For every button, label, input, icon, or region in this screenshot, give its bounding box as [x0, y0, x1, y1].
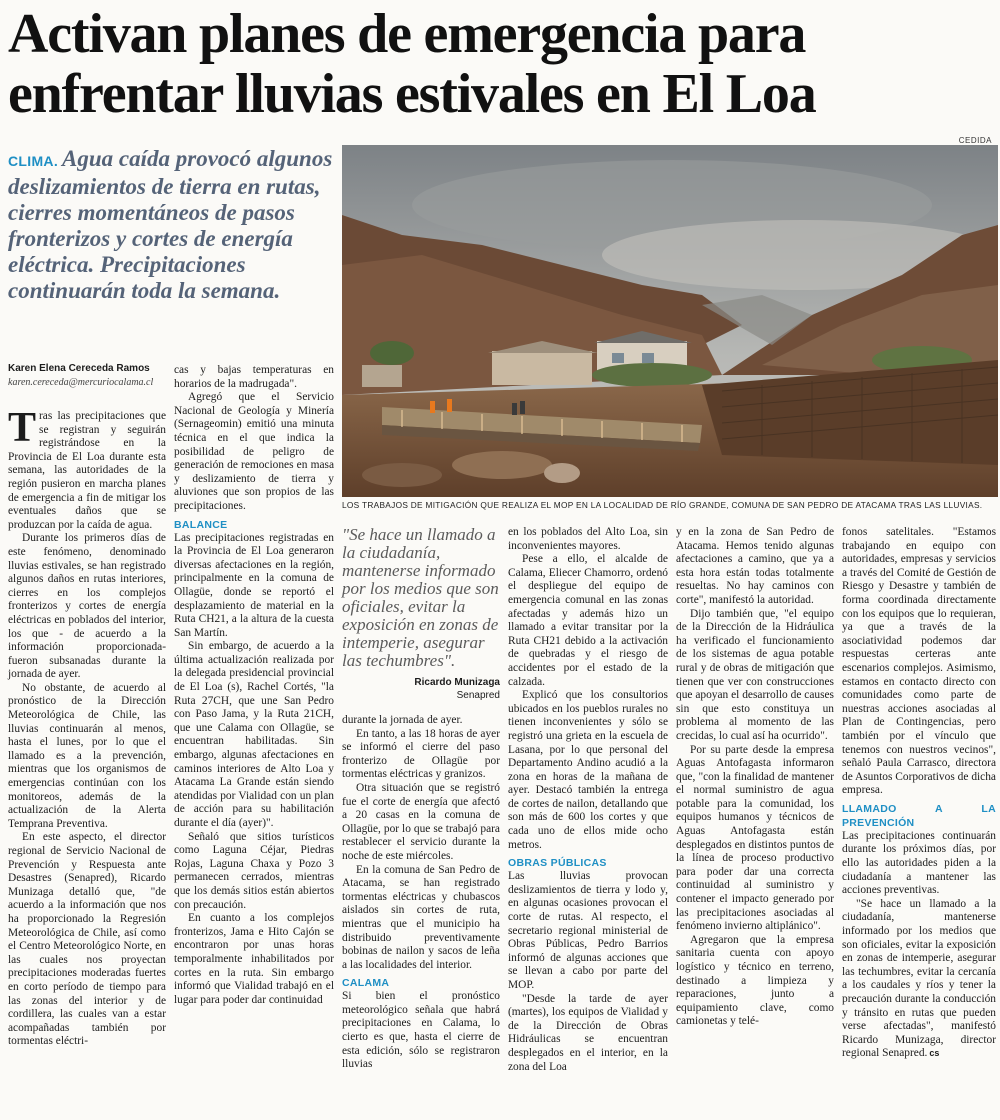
paragraph: Durante los primeros días de este fenómeno, denominado lluvias estivales, se han registrado algunos daños en rutas interiores, cierres en los complejos fronterizos y cortes de energía eléctricas en poblados del interior, los que - de acuerdo a la información proporcionada- fueron subsanadas durante la jornada de ayer. — [8, 532, 166, 681]
article-column-2 — [174, 364, 334, 1007]
subheading-obras-publicas: OBRAS PÚBLICAS — [508, 857, 607, 870]
paragraph-text: "Se hace un llamado a la ciudadanía, mantenerse informado por los medios que son oficiales, evitar la exposición en zonas de intemperie, asegurar las techumbres, evitar la cercanía a los caudales y ríos y tener la precaución durante la conducción y tránsito en rutas que pueden verse afectadas", manifestó Ricardo Munizaga, director regional Senapred. — [842, 897, 996, 1060]
paragraph: durante la jornada de ayer. — [342, 714, 463, 726]
paragraph: No obstante, de acuerdo al pronóstico de la Dirección Meteorológica de Chile, las lluvias continuarán al menos, hasta el lunes, por lo que el llamado es a la prevención, mientras que los organismos de emergencias continúan con los monitoreos, además de la actualización de la Alerta Temprana Preventiva. — [8, 681, 166, 830]
headline-line-2: enfrentar lluvias estivales en El Loa — [8, 63, 816, 125]
paragraph: Agregaron que la empresa sanitaria cuenta con apoyo logístico y técnico en terreno, destinado a limpieza y reparaciones, junto a equipamiento clave, como camionetas y telé- — [676, 933, 834, 1028]
lead-text: Agua caída provocó algunos deslizamientos de tierra en rutas, cierres momentáneos de pasos fronterizos y cortes de energía eléctrica. Precipitaciones continuarán toda la semana. — [8, 146, 333, 303]
paragraph: Las lluvias provocan deslizamientos de tierra y lodo y, en algunas ocasiones provocan el corte de rutas. Al respecto, el secretario regional ministerial de Obras Públicas, Pedro Barrios informó de algunas acciones que se llevan a cabo por parte del MOP. — [508, 870, 668, 991]
quote-author-name: Ricardo Munizaga — [414, 677, 500, 688]
paragraph: Sin embargo, de acuerdo a la última actualización realizada por la delegada presidencial provincial de El Loa (s), Rachel Cortés, "la Ruta 27CH, que une San Pedro con Paso Jama, y la Ruta 21CH, que une Calama con Ollagüe, se encuentran habilitadas. Sin embargo, algunas afectaciones en caminos interiores de Alto Loa y Atacama La Grande están siendo atendidas por Vialidad con un plan de acción para su habilitación durante el día (ayer)". — [174, 640, 334, 829]
paragraph: Otra situación que se registró fue el corte de energía que afectó a 20 casas en la comuna de Ollagüe, por lo que se trabajó para restablecer el servicio durante la noche de este miércoles. — [342, 781, 500, 862]
paragraph — [842, 898, 996, 1061]
paragraph: En la comuna de San Pedro de Atacama, se han registrado tormentas eléctricas y chubascos aislados sin cortes de ruta, mientras que el municipio ha distribuido preventivamente bobinas de nailon y sacos de leña a las localidades del interior. — [342, 863, 500, 971]
article-column-1 — [8, 405, 166, 1049]
end-mark: cs — [929, 1048, 940, 1059]
paragraph: En este aspecto, el director regional de Servicio Nacional de Prevención y Respuesta ante Desastres (Senapred), Ricardo Munizaga detalló que, "de acuerdo a la información que nos ha proporcionado la Regresión Meteorológica de Chile, así como el Centro Meteorológico Norte, en las cuales nos proyectan precipitaciones moderadas fuertes en corto período de tiempo para las zonas del interior y de cordillera, las cuales van a estar acompañadas también por tormentas eléctri- — [8, 831, 166, 1048]
paragraph: Señaló que sitios turísticos como Laguna Céjar, Piedras Rojas, Laguna Chaxa y Pozo 3 permanecen cerrados, mientras que los demás sitios están abiertos con precaución. — [174, 830, 334, 911]
paragraph: En tanto, a las 18 horas de ayer se informó el cierre del paso fronterizo de Ollagüe por tormentas eléctricas y granizos. — [342, 727, 500, 781]
paragraph: fonos satelitales. "Estamos trabajando en equipo con autoridades, empresas y servicios a través del Comité de Gestión de Riesgo y Desastre y también de forma coordinada directamente con los equipos que lo requieran, ya que a través de la asociatividad podemos dar respuestas certeras ante escenarios complejos. Asimismo, estamos en contacto directo con comunidades como parte de nuestras acciones asociadas al Plan de Contingencias, pero también por el vínculo que tenemos con nuestros vecinos", señaló Paula Carrasco, directora de Asuntos Corporativos de dicha empresa. — [842, 526, 996, 797]
paragraph: y en la zona de San Pedro de Atacama. Hemos tenido algunas afectaciones a camino, que ya a esta hora están todas totalmente resueltas. No hay caminos con corte", manifestó la autoridad. — [676, 526, 834, 606]
section-tag: CLIMA. — [8, 153, 59, 169]
paragraph: En cuanto a los complejos fronterizos, Jama e Hito Cajón se encontraron por unas horas temporalmente inhabilitados por cortes en la ruta. Sin embargo informó que Vialidad trabajó en el lugar para poder dar continuidad — [174, 912, 334, 1006]
drop-cap: T — [8, 405, 37, 451]
author-email: karen.cereceda@mercuriocalama.cl — [8, 377, 154, 388]
paragraph: Explicó que los consultorios ubicados en los pueblos rurales no tienen inconvenientes y sólo se registró una grieta en la escuela de Lasana, por lo que personal del Departamento Andino acudió a la zona en horas de la mañana de ayer. Destacó también la entrega de cortes de nailon, detallando que son más de 600 los cortes y que cada uno de ellos mide ocho metros. — [508, 689, 668, 851]
article-column-3 — [342, 526, 500, 1072]
photo-caption: LOS TRABAJOS DE MITIGACIÓN QUE REALIZA EL MOP EN LA LOCALIDAD DE RÍO GRANDE, COMUNA DE SAN PEDRO DE ATACAMA TRAS LAS LLUVIAS. — [342, 500, 983, 510]
paragraph: Si bien el pronóstico meteorológico señala que habrá precipitaciones en Calama, lo cierto es que, hasta el cierre de esta edición, sólo se registraron lluvias — [342, 990, 500, 1071]
paragraph: "Desde la tarde de ayer (martes), los equipos de Vialidad y de la Dirección de Obras Hidráulicas se encuentran desplegados en el interior, en la zona del Loa — [508, 992, 668, 1073]
paragraph: en los poblados del Alto Loa, sin inconvenientes mayores. — [508, 526, 668, 552]
paragraph — [8, 405, 166, 532]
paragraph: Por su parte desde la empresa Aguas Antofagasta informaron que, "con la finalidad de mantener el normal suministro de agua potable para la comunidad, los equipos humanos y técnicos de Aguas Antofagasta están desplegados en distintos puntos de la línea de proceso productivo para poder dar una correcta continuidad al suministro y contener el impacto generado por las precipitaciones asociadas al fenómeno invierno altiplánico". — [676, 743, 834, 933]
pull-quote: "Se hace un llamado a la ciudadanía, mantenerse informado por los medios que son oficiales, evitar la exposición en zonas de intemperie, asegurar las techumbres". — [342, 525, 499, 670]
article-column-5 — [676, 526, 834, 1029]
paragraph: Agregó que el Servicio Nacional de Geología y Minería (Sernageomin) emitió una minuta técnica en el que indica la posibilidad de peligro de generación de remociones en masa y deslizamiento de tierra y aluviones que son propios de las precipitaciones. — [174, 391, 334, 512]
lead-summary — [8, 146, 334, 304]
mop-works-photo-illustration — [342, 145, 998, 497]
article-column-4 — [508, 526, 668, 1074]
quote-author-org: Senapred — [456, 690, 500, 701]
paragraph: Las precipitaciones continuarán durante los próximos días, por ello las autoridades piden a la ciudadanía a mantener las acciones preventivas. — [842, 829, 996, 897]
subheading-llamado-prevencion: LLAMADO A LA PREVENCIÓN — [842, 802, 996, 829]
paragraph: Las precipitaciones registradas en la Provincia de El Loa generaron diversas afectaciones en la región, principalmente en la comuna de Ollagüe, donde se reportó el desplazamiento de material en la Ruta CH21, a la altura de la cuesta San Martín. — [174, 531, 334, 639]
subheading-calama: CALAMA — [342, 977, 390, 990]
paragraph: Pese a ello, el alcalde de Calama, Eliecer Chamorro, ordenó el despliegue del equipo de emergencia comunal en las zonas afectadas y además hizo un llamado a evitar transitar por la Ruta CH21 debido a la activación de quebradas y el riesgo de accidentes por el estado de la calzada. — [508, 553, 668, 688]
paragraph: cas y bajas temperaturas en horarios de la madrugada". — [174, 364, 334, 390]
author-name: Karen Elena Cereceda Ramos — [8, 363, 150, 374]
headline — [8, 4, 998, 124]
news-photo — [342, 145, 998, 497]
byline — [8, 362, 168, 390]
paragraph: Dijo también que, "el equipo de la Dirección de la Hidráulica ha verificado el funcionamiento de los sistemas de agua potable rural y de obras de mitigación que tienen que ver con construcciones que apoyan el desarrollo de causes sin que esto constituya un problema al momento de las crecidas, lo cual así ha ocurrido". — [676, 607, 834, 742]
pull-quote-author — [342, 676, 500, 702]
subheading-balance: BALANCE — [174, 518, 228, 531]
article-column-6 — [842, 526, 996, 1061]
headline-line-1: Activan planes de emergencia para — [8, 3, 806, 65]
paragraph-text: ras las precipitaciones que se registran y seguirán registrándose en la Provincia de El Loa durante esta semana, las autoridades de la región pusieron en marcha planes de emergencia a fin de mitigar los eventuales daños que se produzcan por la caída de agua. — [8, 410, 166, 531]
photo-credit: CEDIDA — [958, 136, 992, 145]
